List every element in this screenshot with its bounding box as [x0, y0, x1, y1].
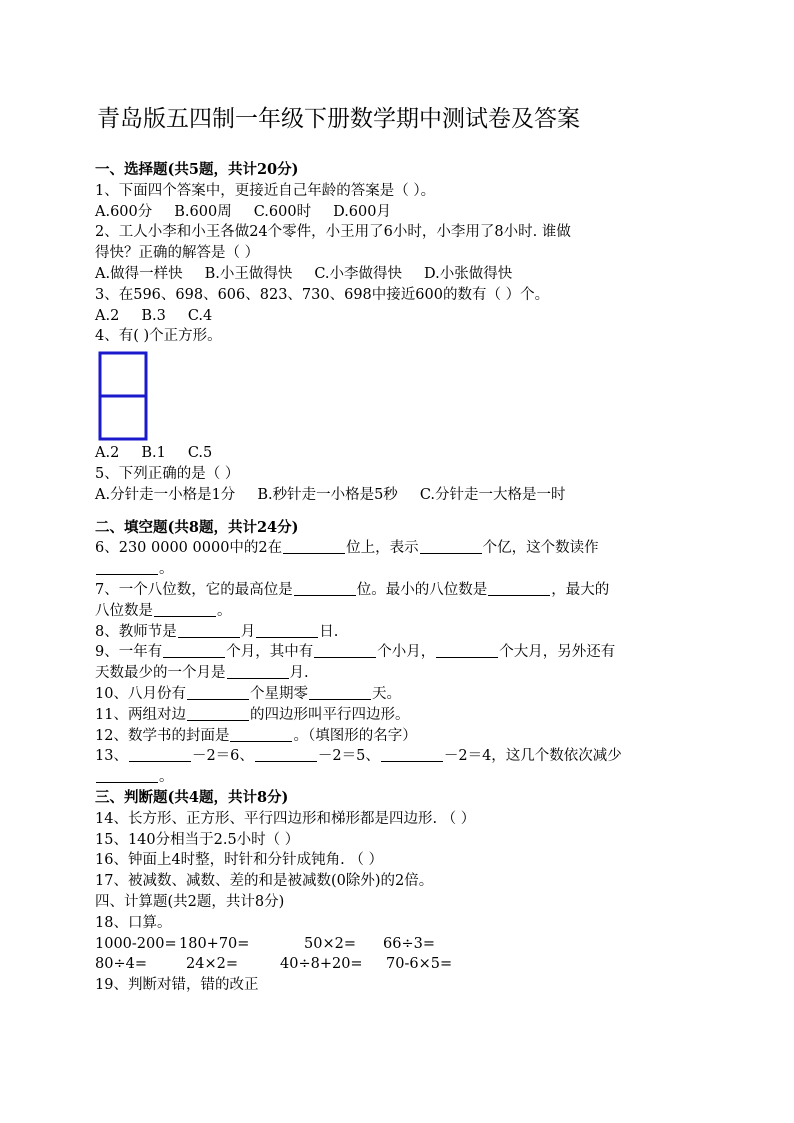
- question-6: 6、230 0000 0000中的2在 位上，表示 个亿，这个数读作: [95, 540, 599, 557]
- answer-blank[interactable]: [129, 747, 191, 762]
- section-3-header: 三、判断题(共4题，共计8分): [95, 788, 289, 806]
- question-16: 16、钟面上4时整，时针和分针成钝角. （ ）: [95, 852, 384, 869]
- question-14: 14、长方形、正方形、平行四边形和梯形都是四边形. （ ）: [95, 810, 476, 827]
- option-a: A.2: [95, 445, 120, 462]
- question-11: 11、两组对边 的四边形叫平行四边形。: [95, 706, 410, 723]
- calc-row-1: [95, 934, 735, 955]
- question-2-line-2: 得快？正确的解答是（ ）: [95, 245, 260, 262]
- answer-blank[interactable]: [96, 560, 158, 575]
- calc-item: 70-6×5=: [386, 956, 453, 973]
- option-c: C.600时: [253, 203, 312, 220]
- answer-blank[interactable]: [227, 664, 289, 679]
- option-b: B.秒针走一小格是5秒: [257, 486, 398, 503]
- answer-blank[interactable]: [420, 539, 482, 554]
- question-7-cont: 八位数是 。: [95, 602, 232, 619]
- squares-figure: [95, 347, 735, 443]
- question-15: 15、140分相当于2.5小时（ ）: [95, 831, 300, 848]
- answer-blank[interactable]: [309, 685, 371, 700]
- question-3: 3、在596、698、606、823、730、698中接近600的数有（ ）个。: [95, 286, 550, 303]
- answer-blank[interactable]: [187, 706, 249, 721]
- answer-blank[interactable]: [283, 539, 345, 554]
- option-b: B.小王做得快: [204, 265, 293, 282]
- option-a: A.2: [95, 307, 120, 324]
- question-9-cont: 天数最少的一个月是 月.: [95, 665, 309, 682]
- calc-item: 80÷4=: [95, 956, 147, 973]
- calc-row-2: [95, 954, 735, 975]
- question-1: 1、下面四个答案中，更接近自己年龄的答案是（ ）。: [95, 182, 436, 199]
- question-2-options: [95, 264, 735, 285]
- question-9: 9、一年有 个月，其中有 个小月， 个大月，另外还有: [95, 644, 616, 661]
- answer-blank[interactable]: [381, 747, 443, 762]
- question-10: 10、八月份有 个星期零 天。: [95, 685, 401, 702]
- answer-blank[interactable]: [255, 747, 317, 762]
- calc-item: 24×2=: [186, 956, 238, 973]
- question-7: 7、一个八位数，它的最高位是 位。最小的八位数是 ，最大的: [95, 581, 610, 598]
- answer-blank[interactable]: [314, 643, 376, 658]
- question-5-options: [95, 485, 735, 506]
- question-18: 18、口算。: [95, 914, 172, 931]
- option-b: B.600周: [174, 203, 232, 220]
- option-d: D.600月: [333, 203, 391, 220]
- question-5: 5、下列正确的是（ ）: [95, 465, 240, 482]
- option-c: C.5: [187, 445, 213, 462]
- option-b: B.3: [141, 307, 166, 324]
- calc-item: 1000-200=: [95, 935, 177, 952]
- question-19: 19、判断对错，错的改正: [95, 977, 259, 994]
- question-13: 13、 －2＝6、 －2＝5、 －2＝4，这几个数依次减少: [95, 748, 622, 765]
- answer-blank[interactable]: [488, 581, 550, 596]
- question-4: 4、有( )个正方形。: [95, 328, 222, 345]
- section-4-header: 四、计算题(共2题，共计8分): [95, 893, 285, 910]
- question-8: 8、教师节是 月 日.: [95, 623, 339, 640]
- option-a: A.600分: [95, 203, 153, 220]
- question-4-options: [95, 443, 735, 464]
- calc-item: 50×2=: [304, 935, 356, 952]
- answer-blank[interactable]: [178, 623, 240, 638]
- option-d: D.小张做得快: [424, 265, 513, 282]
- answer-blank[interactable]: [230, 727, 292, 742]
- question-12: 12、数学书的封面是 。（填图形的名字）: [95, 727, 417, 744]
- question-6-cont: 。: [95, 559, 735, 580]
- option-a: A.分针走一小格是1分: [95, 486, 236, 503]
- section-1-header: 一、选择题(共5题，共计20分): [95, 161, 299, 178]
- question-3-options: [95, 306, 735, 327]
- option-c: C.小李做得快: [314, 265, 403, 282]
- answer-blank[interactable]: [154, 602, 216, 617]
- question-1-options: [95, 202, 735, 223]
- stacked-squares-diagram: [98, 351, 150, 443]
- calc-item: 180+70=: [179, 935, 250, 952]
- answer-blank[interactable]: [187, 685, 249, 700]
- answer-blank[interactable]: [436, 643, 498, 658]
- section-2-header: 二、填空题(共8题，共计24分): [95, 518, 299, 536]
- answer-blank[interactable]: [163, 643, 225, 658]
- calc-item: 40÷8+20=: [280, 956, 363, 973]
- question-2-line-1: 2、工人小李和小王各做24个零件，小王用了6小时，小李用了8小时. 谁做: [95, 224, 571, 241]
- answer-blank[interactable]: [96, 768, 158, 783]
- exam-content: [95, 160, 735, 996]
- option-c: C.分针走一大格是一时: [419, 486, 566, 503]
- option-c: C.4: [187, 307, 213, 324]
- question-13-cont: 。: [95, 767, 735, 788]
- question-17: 17、被减数、减数、差的和是被减数(0除外)的2倍。: [95, 873, 434, 890]
- answer-blank[interactable]: [256, 623, 318, 638]
- option-b: B.1: [141, 445, 166, 462]
- calc-item: 66÷3=: [383, 935, 435, 952]
- document-title: 青岛版五四制一年级下册数学期中测试卷及答案: [97, 106, 580, 132]
- answer-blank[interactable]: [294, 581, 356, 596]
- option-a: A.做得一样快: [95, 265, 183, 282]
